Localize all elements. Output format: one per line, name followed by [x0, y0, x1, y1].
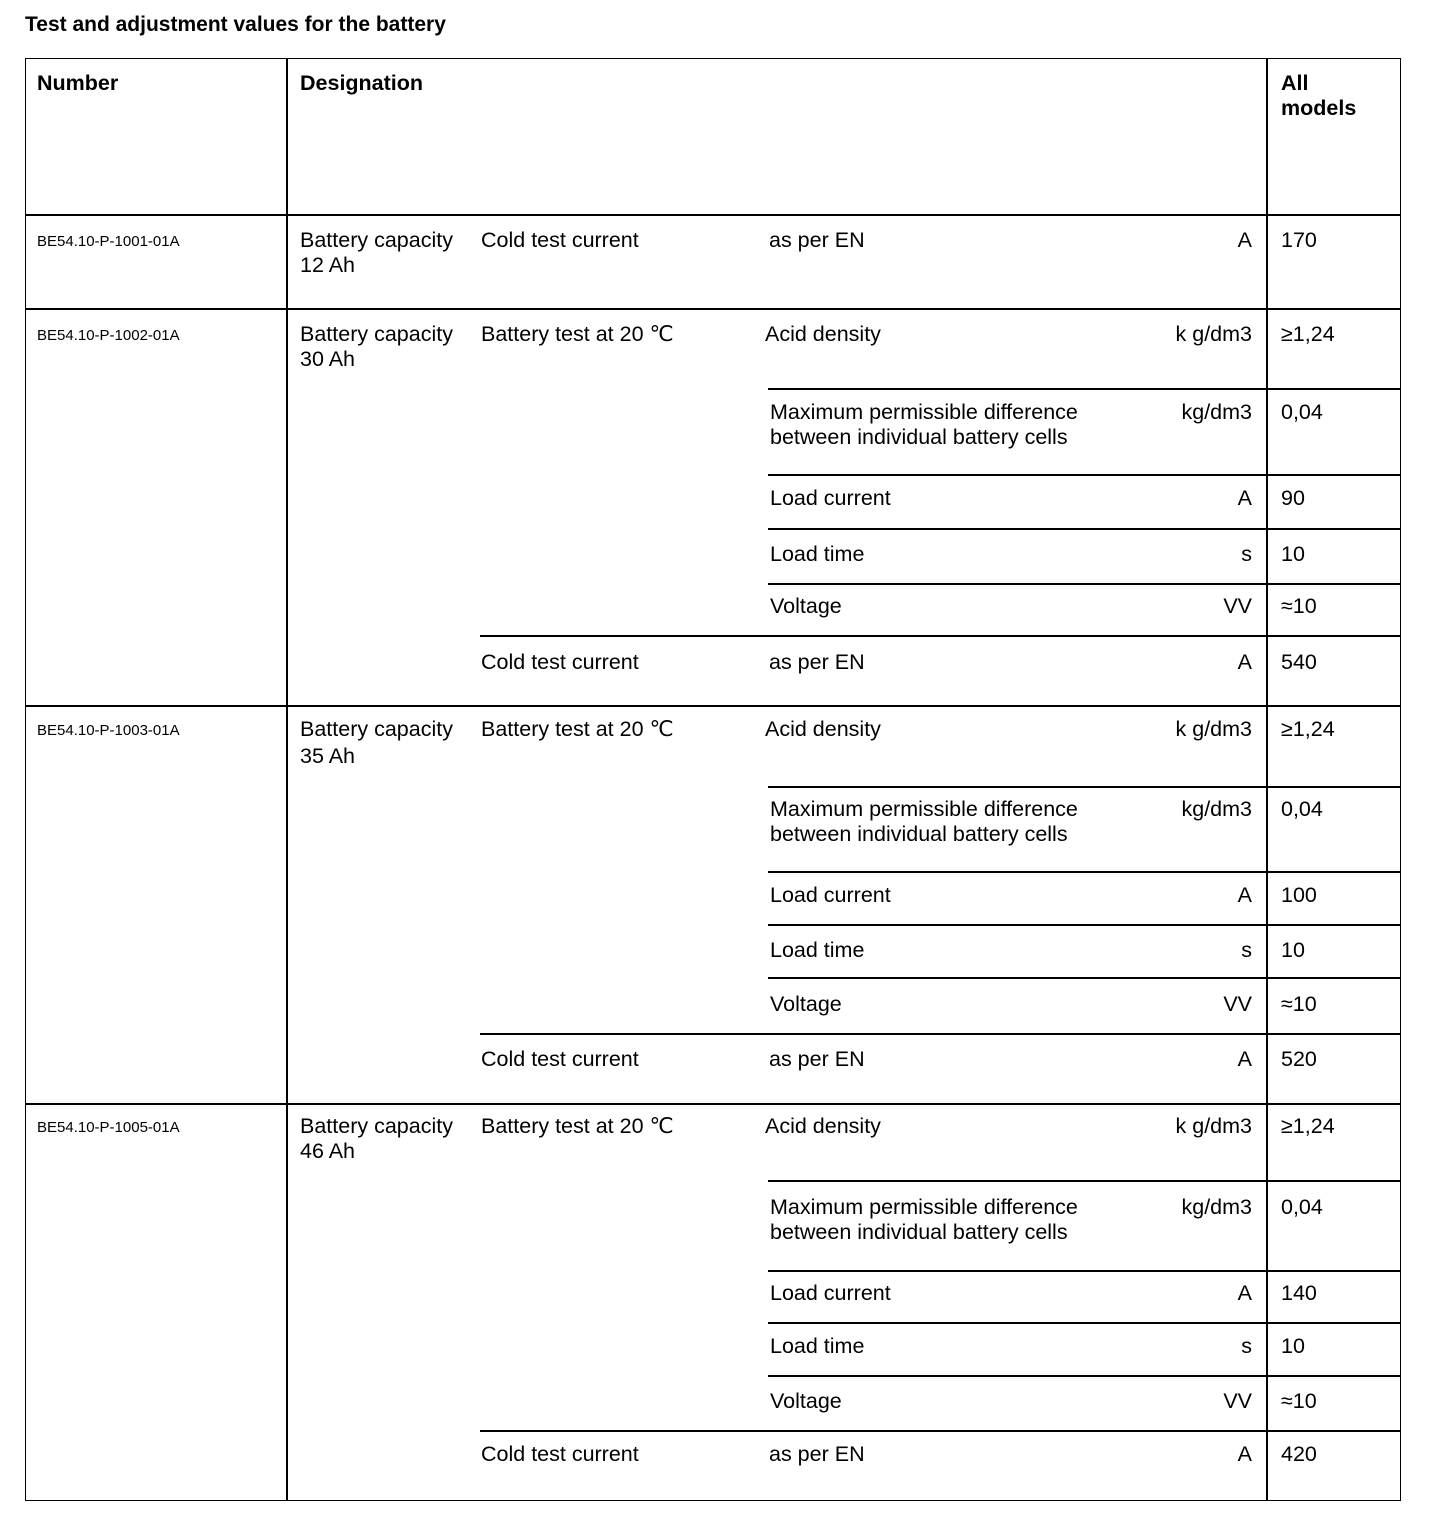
row-label: Load current: [770, 486, 891, 510]
row-label: Acid density: [765, 717, 881, 741]
value: 10: [1281, 542, 1305, 566]
row-label: between individual battery cells: [770, 1220, 1068, 1244]
cold-test-label: Cold test current: [481, 650, 639, 674]
battery-capacity: 35 Ah: [300, 744, 355, 768]
value: 10: [1281, 938, 1305, 962]
cold-test-label: Cold test current: [481, 228, 639, 252]
unit: k g/dm3: [1175, 322, 1252, 346]
battery-test-label: Battery test at 20 ℃: [481, 717, 674, 741]
row-label: Maximum permissible difference: [770, 1195, 1078, 1219]
cold-test-label: Cold test current: [481, 1442, 639, 1466]
unit: A: [1237, 650, 1252, 674]
unit: A: [1237, 228, 1252, 252]
unit: VV: [1223, 992, 1252, 1016]
cold-test-spec: as per EN: [769, 1047, 865, 1071]
unit: k g/dm3: [1175, 717, 1252, 741]
unit: A: [1237, 1047, 1252, 1071]
unit: kg/dm3: [1181, 1195, 1252, 1219]
unit: s: [1241, 1334, 1252, 1358]
value: 0,04: [1281, 400, 1323, 424]
part-number: BE54.10-P-1002-01A: [37, 327, 180, 344]
cold-test-spec: as per EN: [769, 650, 865, 674]
row-divider-group-1: [25, 308, 1401, 310]
battery-capacity: Battery capacity: [300, 1114, 453, 1138]
row-divider: [768, 528, 1401, 530]
row-divider: [768, 1375, 1401, 1377]
unit: s: [1241, 542, 1252, 566]
row-divider: [768, 1322, 1401, 1324]
row-label: Maximum permissible difference: [770, 797, 1078, 821]
unit: kg/dm3: [1181, 400, 1252, 424]
cold-test-spec: as per EN: [769, 1442, 865, 1466]
battery-capacity: Battery capacity: [300, 717, 453, 741]
row-label: Load current: [770, 1281, 891, 1305]
battery-test-label: Battery test at 20 ℃: [481, 322, 674, 346]
unit: VV: [1223, 594, 1252, 618]
cold-test-label: Cold test current: [481, 1047, 639, 1071]
part-number: BE54.10-P-1003-01A: [37, 722, 180, 739]
value: 520: [1281, 1047, 1317, 1071]
value: ≥1,24: [1281, 717, 1335, 741]
row-divider: [768, 871, 1401, 873]
row-label: Load time: [770, 1334, 865, 1358]
row-divider: [768, 924, 1401, 926]
value: 10: [1281, 1334, 1305, 1358]
row-divider-group-2: [25, 705, 1401, 707]
row-divider-group-3: [25, 1103, 1401, 1105]
battery-capacity: 30 Ah: [300, 347, 355, 371]
value: ≥1,24: [1281, 1114, 1335, 1138]
cold-test-spec: as per EN: [769, 228, 865, 252]
row-label: Load current: [770, 883, 891, 907]
row-label: between individual battery cells: [770, 822, 1068, 846]
battery-capacity: 12 Ah: [300, 253, 355, 277]
unit: s: [1241, 938, 1252, 962]
value: 0,04: [1281, 797, 1323, 821]
value: 540: [1281, 650, 1317, 674]
row-label: Load time: [770, 542, 865, 566]
part-number: BE54.10-P-1001-01A: [37, 233, 180, 250]
row-divider: [480, 1430, 1401, 1432]
value: ≥1,24: [1281, 322, 1335, 346]
row-divider-header: [25, 214, 1401, 216]
row-divider: [768, 786, 1401, 788]
value: ≈10: [1281, 1389, 1317, 1413]
unit: A: [1237, 486, 1252, 510]
value: 420: [1281, 1442, 1317, 1466]
row-label: Voltage: [770, 992, 842, 1016]
row-label: Load time: [770, 938, 865, 962]
value: 0,04: [1281, 1195, 1323, 1219]
col-divider-value: [1266, 58, 1268, 1501]
row-divider: [768, 388, 1401, 390]
row-label: Maximum permissible difference: [770, 400, 1078, 424]
row-divider: [768, 1180, 1401, 1182]
battery-test-label: Battery test at 20 ℃: [481, 1114, 674, 1138]
page-title: Test and adjustment values for the battery: [25, 13, 446, 36]
unit: A: [1237, 1442, 1252, 1466]
battery-capacity: Battery capacity: [300, 228, 453, 252]
unit: k g/dm3: [1175, 1114, 1252, 1138]
value: 90: [1281, 486, 1305, 510]
row-divider: [480, 1033, 1401, 1035]
value: ≈10: [1281, 594, 1317, 618]
row-divider: [768, 977, 1401, 979]
row-divider: [768, 583, 1401, 585]
row-divider: [480, 635, 1401, 637]
row-label: Voltage: [770, 1389, 842, 1413]
row-label: Acid density: [765, 1114, 881, 1138]
unit: A: [1237, 1281, 1252, 1305]
value: ≈10: [1281, 992, 1317, 1016]
header-all-models: models: [1281, 96, 1357, 120]
header-number: Number: [37, 71, 119, 95]
value: 140: [1281, 1281, 1317, 1305]
row-divider: [768, 474, 1401, 476]
header-all-models: All: [1281, 71, 1309, 95]
part-number: BE54.10-P-1005-01A: [37, 1119, 180, 1136]
row-label: Acid density: [765, 322, 881, 346]
battery-capacity: Battery capacity: [300, 322, 453, 346]
row-label: Voltage: [770, 594, 842, 618]
battery-capacity: 46 Ah: [300, 1139, 355, 1163]
header-designation: Designation: [300, 71, 424, 95]
row-divider: [768, 1270, 1401, 1272]
col-divider-number: [286, 58, 288, 1501]
unit: VV: [1223, 1389, 1252, 1413]
unit: A: [1237, 883, 1252, 907]
row-label: between individual battery cells: [770, 425, 1068, 449]
value: 100: [1281, 883, 1317, 907]
unit: kg/dm3: [1181, 797, 1252, 821]
value: 170: [1281, 228, 1317, 252]
